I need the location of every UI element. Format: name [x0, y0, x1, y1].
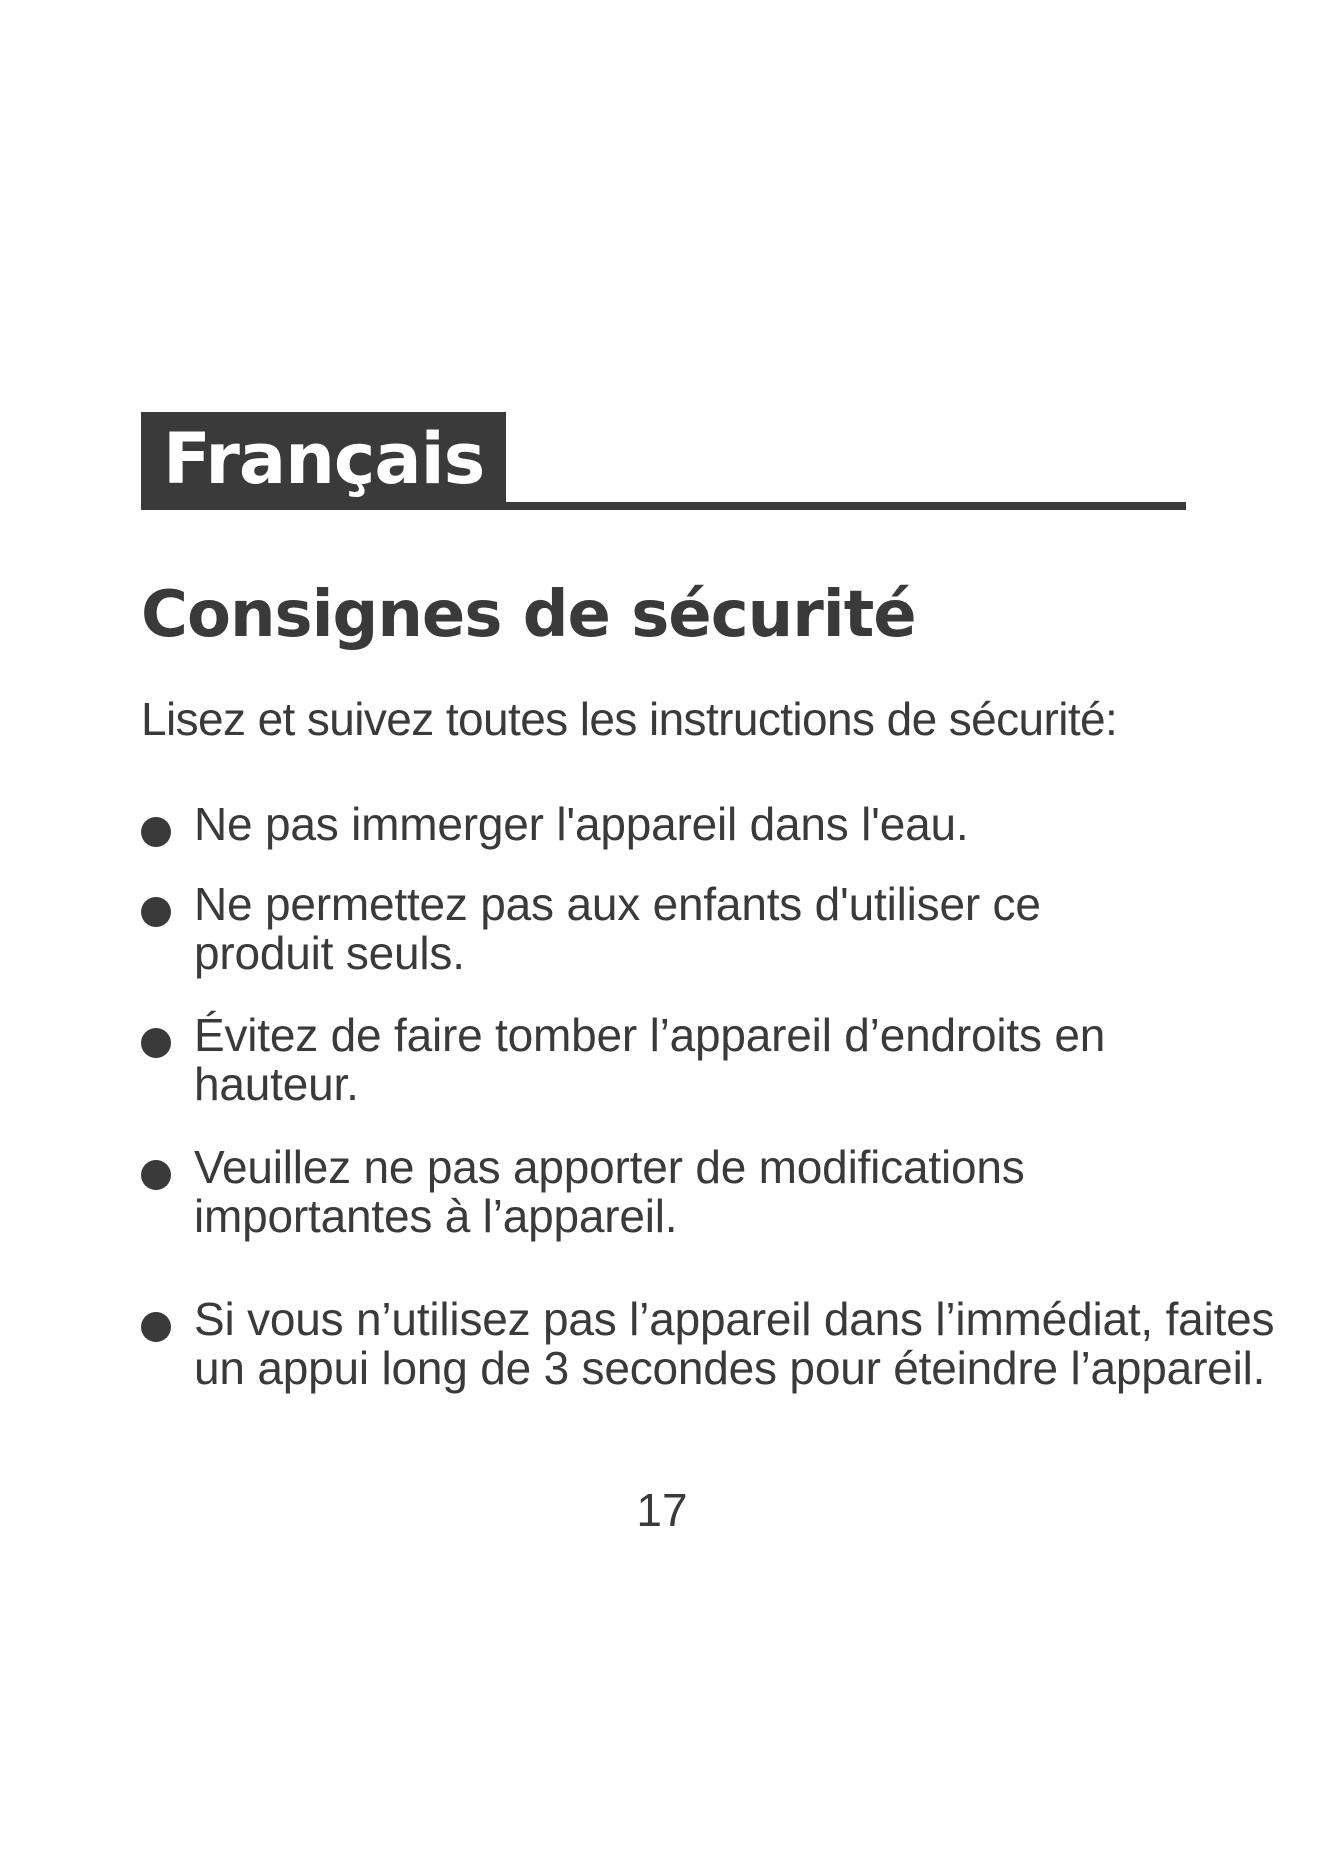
list-item-text: Évitez de faire tomber l’appareil d’endroits en hauteur. [194, 1009, 1106, 1110]
bullet-dot [141, 1312, 171, 1342]
intro-text: Lisez et suivez toutes les instructions de sécurité: [141, 693, 1118, 745]
language-tab [141, 412, 506, 510]
section-title: Consignes de sécurité [141, 578, 916, 652]
list-item-text: Ne permettez pas aux enfants d'utiliser ce produit seuls. [194, 878, 1041, 979]
language-label: Français [163, 418, 485, 500]
list-item-text: Si vous n’utilisez pas l’appareil dans l’immédiat, faites un appui long de 3 secondes pour éteindre l’appareil. [194, 1293, 1275, 1394]
list-item-text: Ne pas immerger l'appareil dans l'eau. [194, 798, 969, 850]
bullet-dot [141, 897, 171, 927]
list-item-text: Veuillez ne pas apporter de modifications importantes à l’appareil. [194, 1141, 1025, 1242]
page-number: 17 [636, 1484, 688, 1536]
language-header [141, 412, 1186, 510]
bullet-dot [141, 817, 171, 847]
bullet-dot [141, 1028, 171, 1058]
bullet-dot [141, 1160, 171, 1190]
